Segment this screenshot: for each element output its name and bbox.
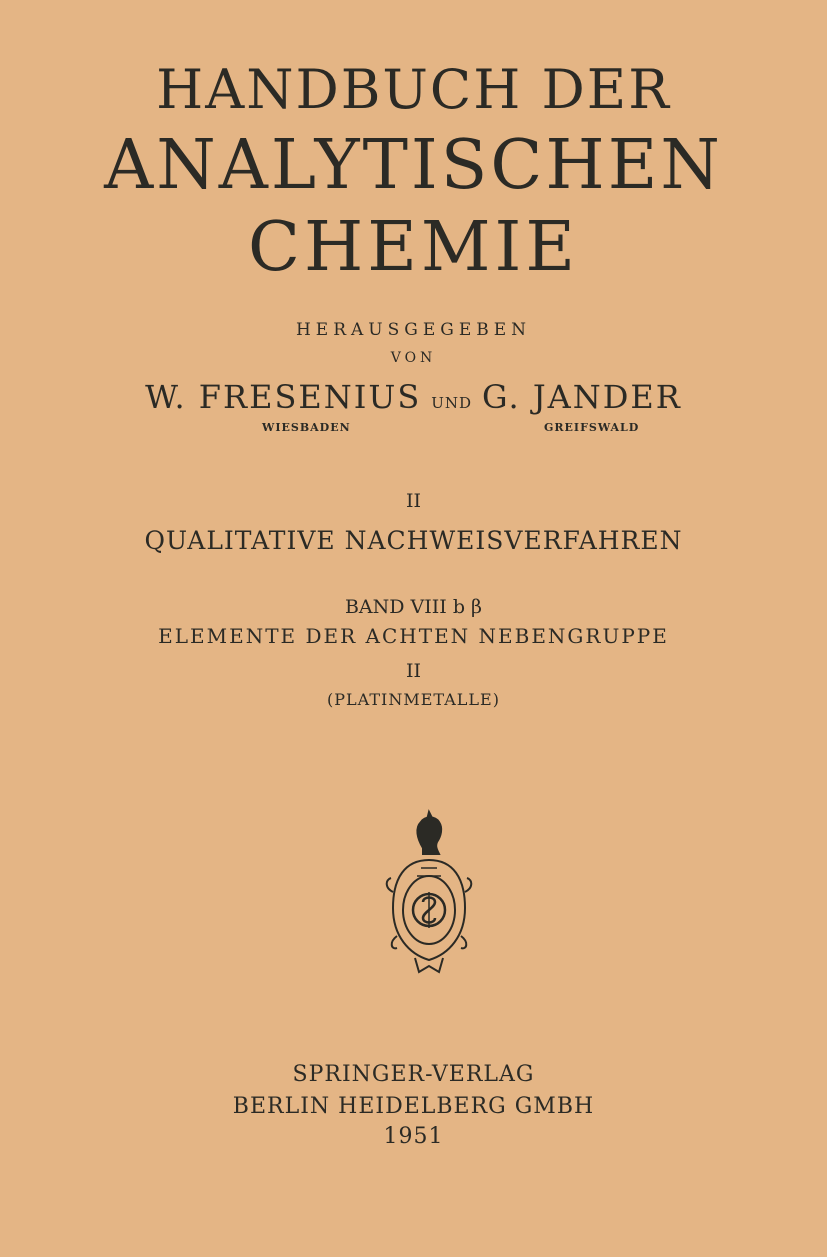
editors-und: UND	[431, 394, 473, 412]
publisher-name: SPRINGER-VERLAG	[292, 1062, 535, 1087]
title-line-2: ANALYTISCHEN	[104, 126, 723, 205]
springer-horse-emblem-icon	[383, 808, 475, 978]
volume-note: (PLATINMETALLE)	[327, 690, 500, 709]
volume-subject: ELEMENTE DER ACHTEN NEBENGRUPPE	[158, 624, 669, 648]
volume-number: II	[405, 660, 421, 682]
editor-2: G. JANDER	[482, 378, 682, 416]
part-number: II	[405, 490, 421, 512]
editors-intro: HERAUSGEGEBEN	[295, 320, 532, 340]
editor-1: W. FRESENIUS	[145, 378, 422, 416]
editor-names	[0, 378, 827, 416]
part-name: QUALITATIVE NACHWEISVERFAHREN	[144, 526, 683, 555]
title-line-3: CHEMIE	[247, 208, 580, 287]
editor-1-place: WIESBADEN	[262, 421, 351, 434]
title-line-1: HANDBUCH DER	[156, 58, 671, 121]
publisher-city: BERLIN HEIDELBERG GMBH	[232, 1094, 595, 1119]
editors-von: VON	[390, 350, 437, 366]
publication-year: 1951	[383, 1124, 444, 1149]
editor-2-place: GREIFSWALD	[544, 421, 640, 434]
volume-band: BAND VIII b β	[344, 596, 483, 618]
